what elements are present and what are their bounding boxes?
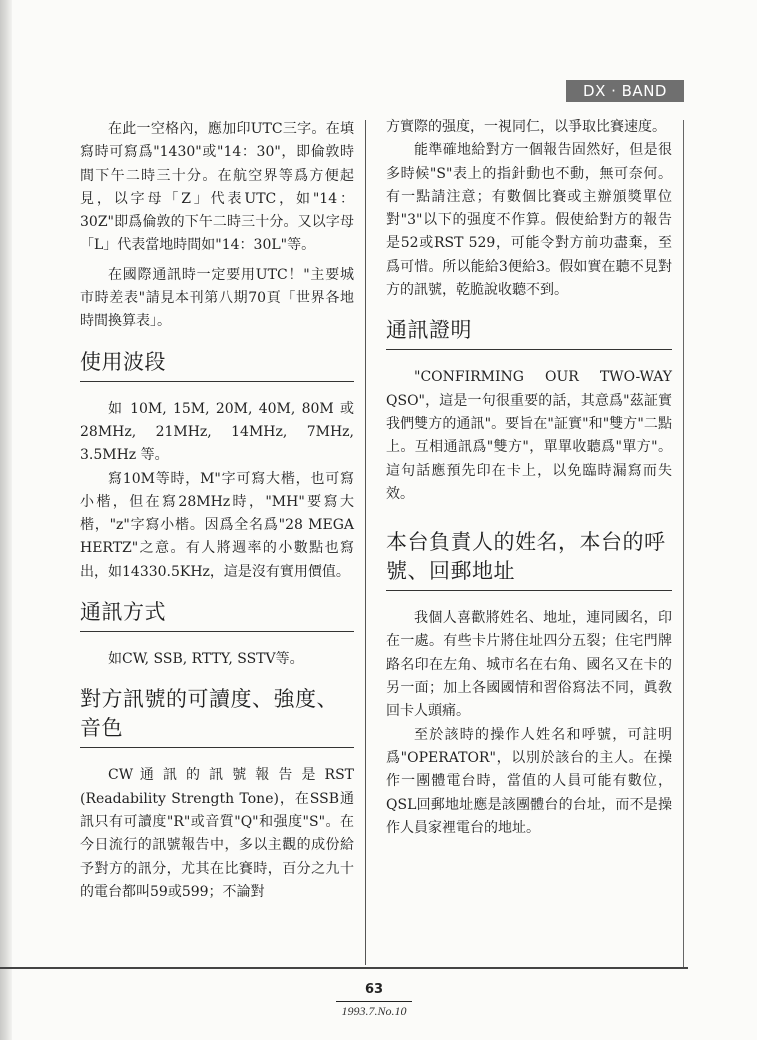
paragraph: 至於該時的操作人姓名和呼號，可註明爲"OPERATOR"，以別於該台的主人。在操作一團體電台時，當值的人員可能有數位，QSL回郵地址應是該團體台的台址，而不是操作人員家裡電台的地址。 [386,726,672,836]
section-heading: 通訊方式 [80,598,354,632]
frame-right-rule [683,120,684,968]
section-heading: 本台負責人的姓名，本台的呼號、回郵地址 [386,528,672,591]
paragraph: 方實際的强度，一視同仁，以爭取比賽速度。 [386,119,666,135]
frame-bottom-rule [0,967,688,969]
right-column [386,116,672,840]
section-heading: 使用波段 [80,348,354,382]
page-number: 63 [364,982,384,997]
section-badge: DX · BAND [566,80,684,102]
paragraph: 能準確地給對方一個報告固然好，但是很多時候"S"表上的指針動也不動，無可奈何。有一點請注意；有數個比賽或主辦頒獎單位對"3"以下的强度不作算。假使給對方的報告是52或RST 529，可能令對方前功盡棄，至爲可惜。所以能給3便給3。假如實在聽不見對方的訊號，乾脆說收聽不到。 [386,142,672,299]
section-heading: 通訊證明 [386,316,672,350]
section-heading: 對方訊號的可讀度、強度、音色 [80,685,354,748]
paragraph: 在國際通訊時一定要用UTC！"主要城市時差表"請見本刊第八期70頁「世界各地時間換算表」。 [80,266,354,330]
paragraph: 在此一空格內，應加印UTC三字。在填寫時可寫爲"1430"或"14：30"，即倫敦時間下午二時三十分。在航空界等爲方便起見，以字母「Z」代表UTC，如"14：30Z"即爲倫敦的下午二時三十分。又以字母「L」代表當地時間如"14：30L"等。 [80,121,354,254]
paragraph: 寫10M等時，M"字可寫大楷，也可寫小楷，但在寫28MHz時，"MH"要寫大楷，"z"字寫小楷。因爲全名爲"28 MEGA HERTZ"之意。有人將週率的小數點也寫出，如14330.5KHz，這是沒有實用價值。 [80,470,354,580]
paragraph: "CONFIRMING OUR TWO-WAY QSO"，這是一句很重要的話，其意爲"茲証實我們雙方的通訊"。要旨在"証實"和"雙方"二點上。互相通訊爲"雙方"，單單收聽爲"單方"。這句話應預先印在卡上，以免臨時漏寫而失效。 [386,369,672,502]
column-divider [365,120,366,965]
paragraph: CW 通 訊 的 訊 號 報 告 是 RST (Readability Strength Tone)，在SSB通訊只有可讀度"R"或音質"Q"和强度"S"。在今日流行的訊號報告中，多以主觀的成份給予對方的訊分，尤其在比賽時，百分之九十的電台都叫59或599；不論對 [80,767,354,900]
footer-rule [336,1001,412,1002]
paragraph: 我個人喜歡將姓名、地址，連同國名，印在一處。有些卡片將住址四分五裂；住宅門牌路名印在左角、城市名在右角、國名又在卡的另一面；加上各國國情和習俗寫法不同，眞敎回卡人頭痛。 [386,610,672,720]
left-column [80,118,354,904]
paragraph: 如CW, SSB, RTTY, SSTV等。 [108,651,304,668]
issue-label: 1993.7.No.10 [341,1004,407,1018]
paragraph: 如 10M, 15M, 20M, 40M, 80M 或 28MHz, 21MHz, 14MHz, 7MHz, 3.5MHz 等。 [80,400,354,464]
page-binding-shadow [0,0,12,1040]
